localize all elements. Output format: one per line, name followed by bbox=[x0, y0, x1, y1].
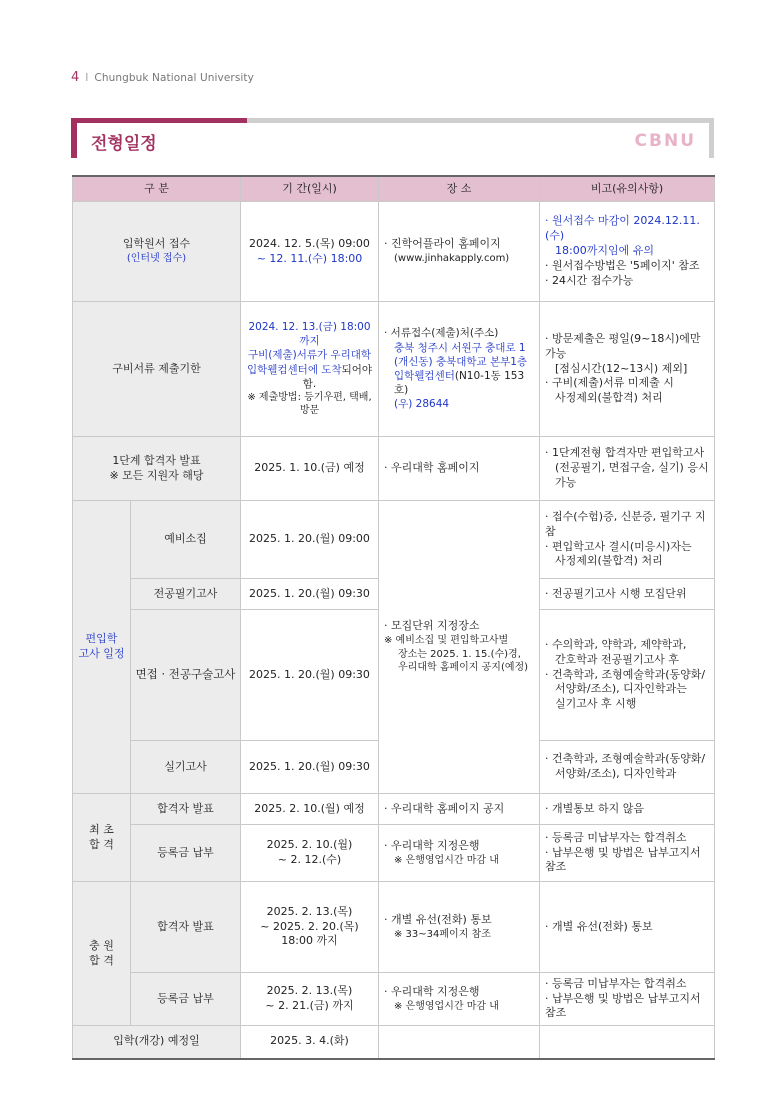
documents-label: 구비서류 제출기한 bbox=[73, 302, 241, 437]
table-row bbox=[73, 202, 715, 302]
place-line: 우리대학 홈페이지 공지(예정) bbox=[398, 662, 529, 674]
period-line: 18:00 까지 bbox=[281, 934, 338, 948]
table-row bbox=[73, 437, 715, 501]
extra-row-period bbox=[241, 973, 379, 1026]
application-sub: (인터넷 접수) bbox=[126, 253, 187, 265]
admission-remarks-empty bbox=[540, 1026, 715, 1059]
remark-line: · 전공필기고사 시행 모집단위 bbox=[545, 586, 687, 600]
table-header-row bbox=[73, 176, 715, 202]
table-row bbox=[73, 973, 715, 1026]
remark-line: · 납부은행 및 방법은 납부고지서 참조 bbox=[545, 845, 701, 874]
table-row bbox=[73, 825, 715, 882]
period-line: ~ 2. 21.(금) 까지 bbox=[265, 999, 354, 1012]
stage1-remarks bbox=[540, 437, 715, 501]
header-separator: l bbox=[85, 72, 89, 84]
admission-date: 2025. 3. 4.(화) bbox=[241, 1026, 379, 1059]
header-place: 장 소 bbox=[379, 176, 540, 202]
place-line: · 진학어플라이 홈페이지 bbox=[384, 237, 501, 251]
remark-line: · 원서접수 마감이 2024.12.11.(수) bbox=[545, 214, 700, 243]
remark-line: · 24시간 접수가능 bbox=[545, 273, 634, 287]
period-line: 2025. 2. 13.(목) bbox=[266, 984, 353, 998]
first-group-label bbox=[73, 794, 131, 882]
remark-line: · 편입학고사 결시(미응시)자는 bbox=[545, 539, 692, 553]
first-row-place bbox=[379, 825, 540, 882]
place-line: ※ 예비소집 및 편입학고사별 bbox=[384, 635, 509, 647]
remark-line: (전공필기, 면접구술, 실기) 응시 가능 bbox=[555, 461, 709, 489]
extra-row-remarks: · 개별 유선(전화) 통보 bbox=[540, 882, 715, 973]
exam-row-period: 2025. 1. 20.(월) 09:30 bbox=[241, 579, 379, 610]
exam-row-label: 면접 · 전공구술고사 bbox=[131, 610, 241, 741]
documents-period bbox=[241, 302, 379, 437]
remark-line: 서양화/조소), 디자인학과 bbox=[555, 767, 677, 780]
first-row-period bbox=[241, 825, 379, 882]
documents-remarks bbox=[540, 302, 715, 437]
period-line: 2024. 12. 13.(금) 18:00까지 bbox=[248, 321, 371, 348]
remark-line: 18:00까지임에 유의 bbox=[555, 244, 654, 258]
place-line: (개신동) 충북대학교 본부1층 bbox=[394, 355, 528, 368]
place-line: 입학웰컴센터 bbox=[394, 370, 455, 382]
table-row bbox=[73, 794, 715, 825]
period-line: ~ 12. 11.(수) 18:00 bbox=[256, 251, 363, 265]
group-line: 편입학 bbox=[85, 632, 118, 646]
group-line: 고사 일정 bbox=[78, 647, 125, 660]
admission-label: 입학(개강) 예정일 bbox=[73, 1026, 241, 1059]
university-name: Chungbuk National University bbox=[94, 72, 254, 84]
page-header bbox=[71, 70, 254, 85]
first-row-remarks bbox=[540, 825, 715, 882]
application-period bbox=[241, 202, 379, 302]
stage1-sub: ※ 모든 지원자 해당 bbox=[109, 468, 204, 482]
place-line: · 우리대학 지정은행 bbox=[384, 984, 480, 998]
period-line: ~ 2. 12.(수) bbox=[277, 853, 342, 866]
place-line: 충북 청주시 서원구 충대로 1 bbox=[394, 341, 526, 354]
exam-row-remarks bbox=[540, 741, 715, 794]
remark-line: · 1단계전형 합격자만 편입학고사 bbox=[545, 446, 705, 460]
remark-line: · 원서접수방법은 '5페이지' 참조 bbox=[545, 258, 700, 272]
exam-group-label bbox=[73, 501, 131, 794]
stage1-label: 1단계 합격자 발표 bbox=[112, 453, 201, 467]
schedule-table bbox=[72, 175, 715, 1060]
remark-line: [점심시간(12~13시) 제외] bbox=[555, 361, 688, 375]
group-line: 합 격 bbox=[89, 953, 114, 967]
group-line: 합 격 bbox=[89, 837, 114, 851]
exam-row-label: 실기고사 bbox=[131, 741, 241, 794]
extra-row-label: 등록금 납부 bbox=[131, 973, 241, 1026]
first-row-label: 합격자 발표 bbox=[131, 794, 241, 825]
place-line: · 모집단위 지정장소 bbox=[384, 619, 480, 633]
remark-line: · 접수(수험)증, 신분증, 필기구 지참 bbox=[545, 509, 706, 538]
period-line: 입학웰컴센터에 도착 bbox=[246, 363, 342, 376]
exam-row-period: 2025. 1. 20.(월) 09:30 bbox=[241, 610, 379, 741]
period-line: ※ 제출방법: 등기우편, 택배, 방문 bbox=[247, 391, 372, 417]
extra-row-period bbox=[241, 882, 379, 973]
stage1-label-cell bbox=[73, 437, 241, 501]
application-label-cell bbox=[73, 202, 241, 302]
remark-line: 실기고사 후 시행 bbox=[555, 697, 637, 711]
admission-place-empty bbox=[379, 1026, 540, 1059]
page-number: 4 bbox=[71, 70, 80, 85]
first-row-remarks: · 개별통보 하지 않음 bbox=[540, 794, 715, 825]
remark-line: · 건축학과, 조형예술학과(동양화/ bbox=[545, 752, 706, 766]
remark-line: 서양화/조소), 디자인학과는 bbox=[555, 682, 687, 696]
period-line: 2024. 12. 5.(목) 09:00 bbox=[249, 236, 370, 250]
table-row bbox=[73, 882, 715, 973]
exam-row-remarks bbox=[540, 501, 715, 579]
table-row bbox=[73, 1026, 715, 1059]
group-line: 충 원 bbox=[89, 938, 114, 952]
title-topline-grey bbox=[247, 118, 714, 123]
period-line: 되어야함. bbox=[302, 363, 373, 390]
title-left-accent bbox=[71, 118, 77, 158]
place-line: · 서류접수(제출)처(주소) bbox=[384, 327, 499, 340]
remark-line: 간호학과 전공필기고사 후 bbox=[555, 652, 679, 666]
extra-row-remarks bbox=[540, 973, 715, 1026]
stage1-place: · 우리대학 홈페이지 bbox=[379, 437, 540, 501]
place-line: (N10-1동 153호) bbox=[394, 370, 525, 397]
exam-row-remarks bbox=[540, 610, 715, 741]
header-category: 구 분 bbox=[73, 176, 241, 202]
documents-place bbox=[379, 302, 540, 437]
period-line: ~ 2025. 2. 20.(목) bbox=[260, 919, 359, 933]
place-line: · 우리대학 지정은행 bbox=[384, 838, 480, 852]
place-line: ※ 33~34페이지 참조 bbox=[394, 928, 491, 940]
exam-row-label: 예비소집 bbox=[131, 501, 241, 579]
application-place bbox=[379, 202, 540, 302]
remark-line: · 건축학과, 조형예술학과(동양화/ bbox=[545, 667, 706, 681]
place-line: (www.jinhakapply.com) bbox=[394, 253, 510, 265]
place-line: · 개별 유선(전화) 통보 bbox=[384, 912, 492, 926]
header-period: 기 간(일시) bbox=[241, 176, 379, 202]
period-line: 2025. 2. 13.(목) bbox=[266, 904, 353, 918]
cbnu-logo: CBNU bbox=[634, 131, 696, 151]
table-row bbox=[73, 501, 715, 579]
title-right-accent bbox=[709, 118, 714, 158]
period-line: 구비(제출)서류가 우리대학 bbox=[247, 349, 372, 362]
place-line: 장소는 2025. 1. 15.(수)경, bbox=[398, 648, 521, 660]
remark-line: · 수의학과, 약학과, 제약학과, bbox=[545, 637, 687, 651]
first-row-label: 등록금 납부 bbox=[131, 825, 241, 882]
table-row bbox=[73, 302, 715, 437]
place-line: ※ 은행영업시간 마감 내 bbox=[394, 1000, 499, 1012]
place-line: (우) 28644 bbox=[394, 398, 450, 411]
remark-line: · 구비(제출)서류 미제출 시 bbox=[545, 376, 674, 390]
first-row-place: · 우리대학 홈페이지 공지 bbox=[379, 794, 540, 825]
header-remarks: 비고(유의사항) bbox=[540, 176, 715, 202]
period-line: 2025. 2. 10.(월) bbox=[266, 838, 353, 852]
group-line: 최 초 bbox=[89, 822, 114, 836]
stage1-period: 2025. 1. 10.(금) 예정 bbox=[241, 437, 379, 501]
exam-row-period: 2025. 1. 20.(월) 09:00 bbox=[241, 501, 379, 579]
extra-row-place bbox=[379, 882, 540, 973]
section-title: 전형일정 bbox=[91, 134, 157, 154]
exam-row-remarks bbox=[540, 579, 715, 610]
remark-line: · 방문제출은 평일(9~18시)에만 가능 bbox=[545, 331, 701, 360]
remark-line: 사정제외(불합격) 처리 bbox=[555, 554, 663, 568]
extra-row-place bbox=[379, 973, 540, 1026]
application-remarks bbox=[540, 202, 715, 302]
extra-row-label: 합격자 발표 bbox=[131, 882, 241, 973]
section-title-bar bbox=[71, 118, 714, 158]
place-line: ※ 은행영업시간 마감 내 bbox=[394, 854, 499, 866]
exam-row-label: 전공필기고사 bbox=[131, 579, 241, 610]
application-label: 입학원서 접수 bbox=[122, 237, 191, 251]
exam-place bbox=[379, 501, 540, 794]
exam-row-period: 2025. 1. 20.(월) 09:30 bbox=[241, 741, 379, 794]
remark-line: · 납부은행 및 방법은 납부고지서 참조 bbox=[545, 991, 701, 1020]
first-row-period: 2025. 2. 10.(월) 예정 bbox=[241, 794, 379, 825]
remark-line: · 등록금 미납부자는 합격취소 bbox=[545, 830, 687, 844]
remark-line: 사정제외(불합격) 처리 bbox=[555, 391, 663, 405]
remark-line: · 등록금 미납부자는 합격취소 bbox=[545, 976, 687, 990]
title-topline-accent bbox=[71, 118, 247, 123]
extra-group-label bbox=[73, 882, 131, 1026]
